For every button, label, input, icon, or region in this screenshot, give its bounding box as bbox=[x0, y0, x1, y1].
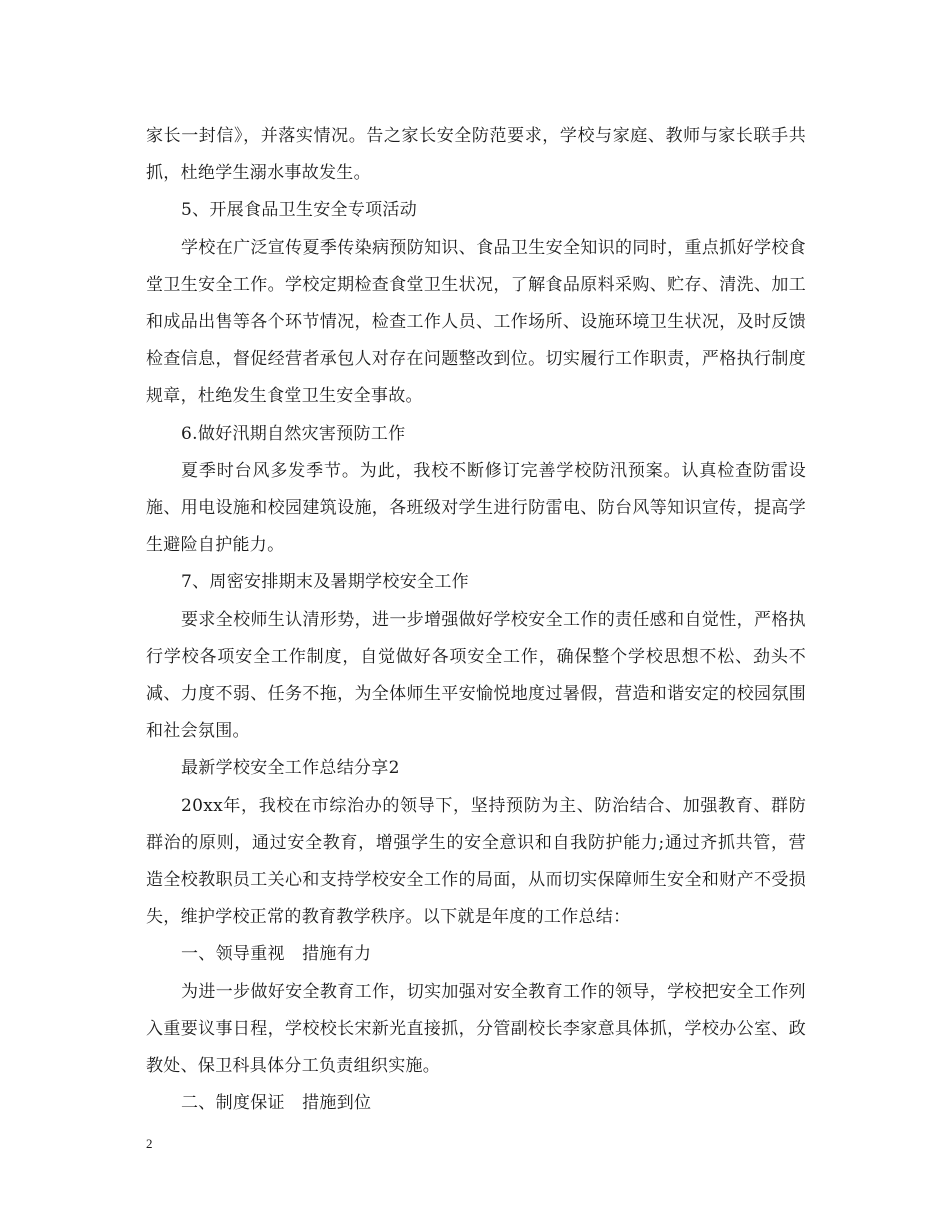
paragraph-annual-summary: 20xx年，我校在市综治办的领导下，坚持预防为主、防治结合、加强教育、群防群治的原则，通过安全教育，增强学生的安全意识和自我防护能力;通过齐抓共管，营造全校教职员工关心和支持学校安全工作的局面，从而切实保障师生安全和财产不受损失，维护学校正常的教育教学秩序。以下就是年度的工作总结： bbox=[146, 795, 806, 928]
document-body bbox=[146, 118, 806, 1122]
section-heading-leadership: 一、领导重视 措施有力 bbox=[181, 944, 372, 965]
section-heading-summer-safety: 7、周密安排期末及暑期学校安全工作 bbox=[181, 572, 469, 593]
section-heading-flood-prevention: 6.做好汛期自然灾害预防工作 bbox=[181, 423, 406, 444]
paragraph-summer-safety: 要求全校师生认清形势，进一步增强做好学校安全工作的责任感和自觉性，严格执行学校各项安全工作制度，自觉做好各项安全工作，确保整个学校思想不松、劲头不减、力度不弱、任务不拖，为全体师生平安愉悦地度过暑假，营造和谐安定的校园氛围和社会氛围。 bbox=[146, 609, 806, 742]
paragraph-leadership: 为进一步做好安全教育工作，切实加强对安全教育工作的领导，学校把安全工作列入重要议事日程，学校校长宋新光直接抓，分管副校长李家意具体抓，学校办公室、政教处、保卫科具体分工负责组织实施。 bbox=[146, 981, 806, 1077]
paragraph-continuation: 家长一封信》，并落实情况。告之家长安全防范要求，学校与家庭、教师与家长联手共抓，杜绝学生溺水事故发生。 bbox=[146, 126, 806, 184]
paragraph-food-safety: 学校在广泛宣传夏季传染病预防知识、食品卫生安全知识的同时，重点抓好学校食堂卫生安全工作。学校定期检查食堂卫生状况，了解食品原料采购、贮存、清洗、加工和成品出售等各个环节情况，检查工作人员、工作场所、设施环境卫生状况，及时反馈检查信息，督促经营者承包人对存在问题整改到位。切实履行工作职责，严格执行制度规章，杜绝发生食堂卫生安全事故。 bbox=[146, 237, 806, 407]
section-heading-system-guarantee: 二、制度保证 措施到位 bbox=[181, 1093, 372, 1114]
page-number: 2 bbox=[146, 1136, 153, 1151]
section-heading-food-safety: 5、开展食品卫生安全专项活动 bbox=[181, 200, 418, 221]
article-title-share-2: 最新学校安全工作总结分享2 bbox=[181, 758, 400, 779]
paragraph-flood-prevention: 夏季时台风多发季节。为此，我校不断修订完善学校防汛预案。认真检查防雷设施、用电设施和校园建筑设施，各班级对学生进行防雷电、防台风等知识宣传，提高学生避险自护能力。 bbox=[146, 460, 806, 556]
